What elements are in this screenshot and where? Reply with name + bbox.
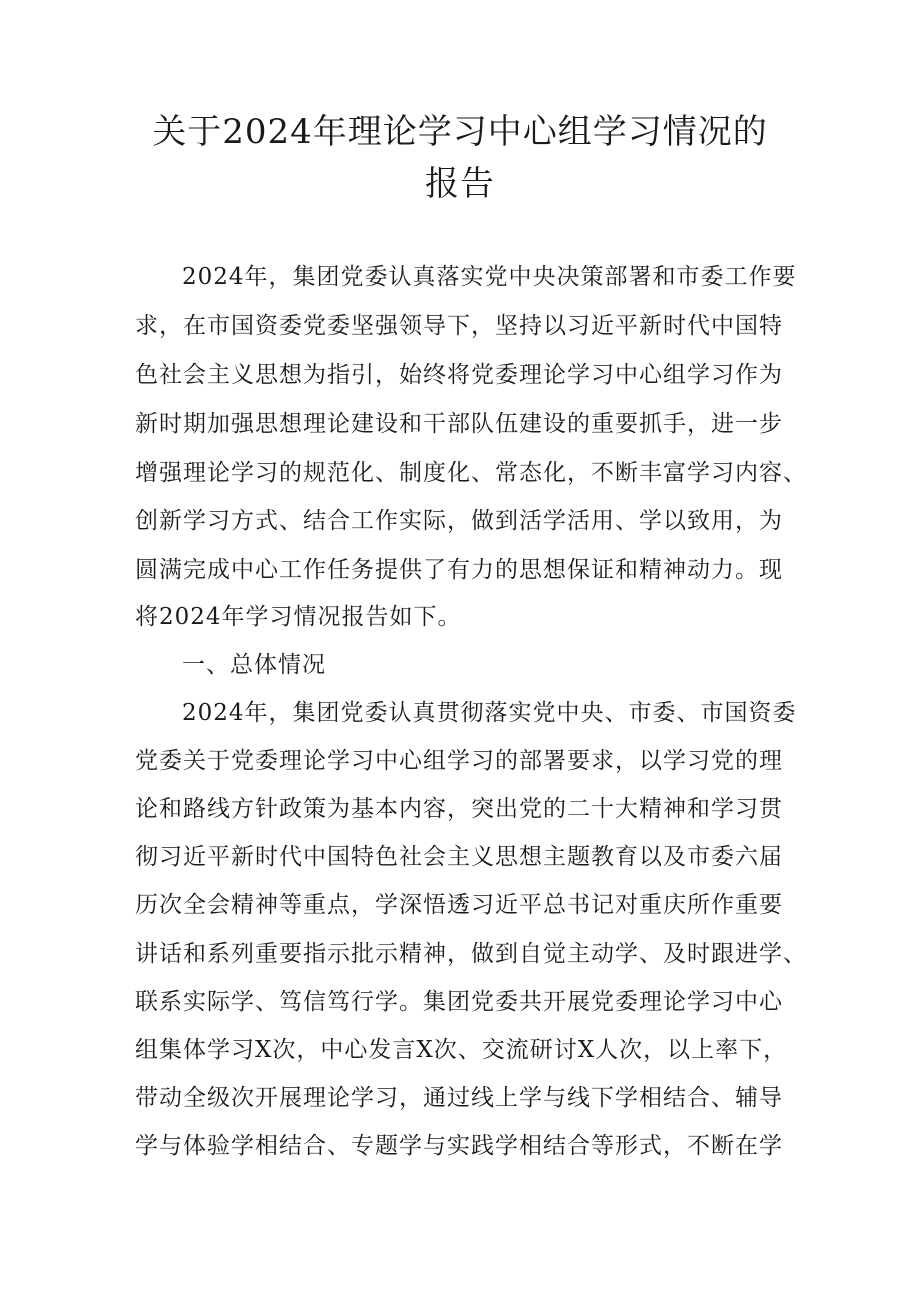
paragraph-1-line-1: 2024年，集团党委认真落实党中央决策部署和市委工作要 bbox=[182, 264, 797, 290]
paragraph-1-line-7: 圆满完成中心工作任务提供了有力的思想保证和精神动力。现 bbox=[135, 557, 783, 583]
paragraph-2-line-2: 党委关于党委理论学习中心组学习的部署要求，以学习党的理 bbox=[135, 748, 783, 774]
paragraph-1-line-6: 创新学习方式、结合工作实际，做到活学活用、学以致用，为 bbox=[135, 508, 783, 534]
paragraph-1-line-8: 将2024年学习情况报告如下。 bbox=[135, 604, 462, 630]
paragraph-2-line-6: 讲话和系列重要指示批示精神，做到自觉主动学、及时跟进学、 bbox=[135, 941, 807, 967]
paragraph-2-line-9: 带动全级次开展理论学习，通过线上学与线下学相结合、辅导 bbox=[135, 1085, 783, 1111]
paragraph-2-line-5: 历次全会精神等重点，学深悟透习近平总书记对重庆所作重要 bbox=[135, 892, 783, 918]
paragraph-2-line-1: 2024年，集团党委认真贯彻落实党中央、市委、市国资委 bbox=[182, 700, 797, 726]
paragraph-2-line-7: 联系实际学、笃信笃行学。集团党委共开展党委理论学习中心 bbox=[135, 989, 783, 1015]
document-title-line-2: 报告 bbox=[425, 164, 495, 204]
document-title-line-1: 关于2024年理论学习中心组学习情况的 bbox=[152, 112, 768, 152]
paragraph-2-line-4: 彻习近平新时代中国特色社会主义思想主题教育以及市委六届 bbox=[135, 844, 783, 870]
paragraph-1-line-3: 色社会主义思想为指引，始终将党委理论学习中心组学习作为 bbox=[135, 362, 783, 388]
paragraph-1-line-5: 增强理论学习的规范化、制度化、常态化，不断丰富学习内容、 bbox=[135, 460, 807, 486]
paragraph-2-line-8: 组集体学习X次，中心发言X次、交流研讨X人次，以上率下， bbox=[135, 1037, 788, 1063]
paragraph-1-line-2: 求，在市国资委党委坚强领导下，坚持以习近平新时代中国特 bbox=[135, 313, 783, 339]
paragraph-2-line-10: 学与体验学相结合、专题学与实践学相结合等形式，不断在学 bbox=[135, 1133, 783, 1159]
section-1-heading: 一、总体情况 bbox=[182, 652, 326, 678]
paragraph-2-line-3: 论和路线方针政策为基本内容，突出党的二十大精神和学习贯 bbox=[135, 796, 783, 822]
paragraph-1-line-4: 新时期加强思想理论建设和干部队伍建设的重要抓手，进一步 bbox=[135, 411, 783, 437]
